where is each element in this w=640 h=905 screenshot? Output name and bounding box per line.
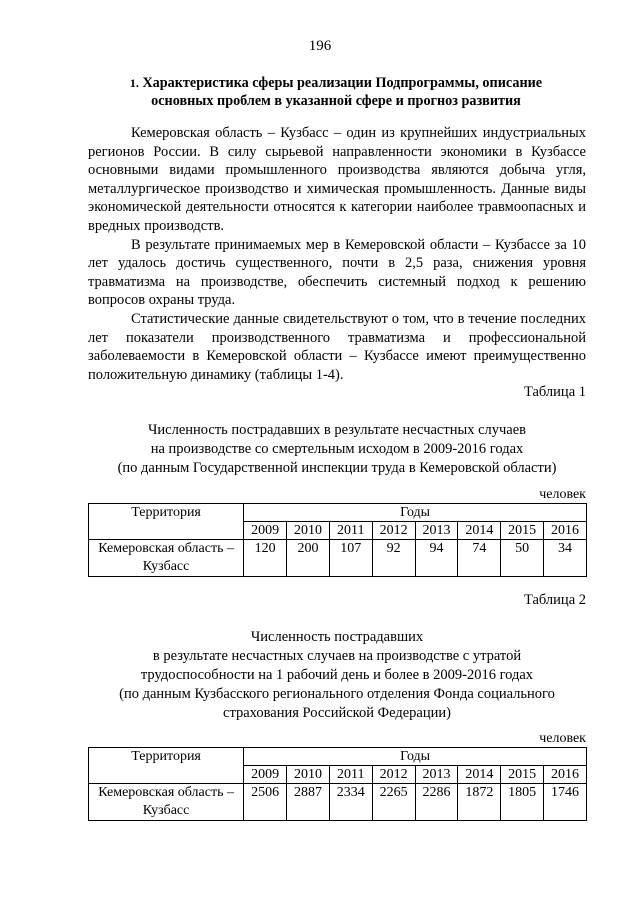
year-cell: 2012 [372, 766, 415, 784]
value-cell: 2887 [287, 784, 330, 821]
paragraph: Статистические данные свидетельствуют о том, что в течение последних лет показатели производственного травматизма и профессиональной заболеваемости в Кемеровской области – Кузбассе имеют преимущественно положительную динамику (таблицы 1-4). [88, 310, 586, 383]
table-2-label: Таблица 2 [523, 592, 586, 608]
table-1-row-territory [89, 540, 244, 577]
table-1-header-years: Годы [244, 504, 587, 522]
year-cell: 2016 [544, 766, 587, 784]
table-1-caption-line: Численность пострадавших в результате несчастных случаев [147, 422, 527, 438]
value-cell: 2334 [329, 784, 372, 821]
year-cell: 2015 [501, 766, 544, 784]
table-2-caption-line: Численность пострадавших [250, 629, 424, 645]
year-cell: 2011 [329, 766, 372, 784]
year-cell: 2012 [372, 522, 415, 540]
table-row [89, 540, 587, 577]
year-cell: 2015 [501, 522, 544, 540]
table-2-caption-line: страхования Российской Федерации) [223, 705, 451, 721]
value-cell: 120 [244, 540, 287, 577]
value-cell: 94 [415, 540, 458, 577]
table-2-caption-line: (по данным Кузбасского регионального отделения Фонда социального [119, 686, 555, 702]
territory-line: Кемеровская область – [98, 541, 234, 556]
table-2-caption-line: в результате несчастных случаев на производстве с утратой [152, 648, 522, 664]
value-cell: 1805 [501, 784, 544, 821]
value-cell: 2286 [415, 784, 458, 821]
value-cell: 2265 [372, 784, 415, 821]
territory-line: Кузбасс [142, 559, 190, 574]
year-cell: 2010 [287, 766, 330, 784]
table-1-caption-line: (по данным Государственной инспекции труда в Кемеровской области) [117, 460, 557, 476]
year-cell: 2013 [415, 766, 458, 784]
paragraph: Кемеровская область – Кузбасс – один из крупнейших индустриальных регионов России. В силу сырьевой направленности экономики в Кузбассе основными видами промышленного производства являются добыча угля, металлургическое производство и химическая промышленность. Данные виды экономической деятельности относятся к категории наиболее травмоопасных и вредных производств. [88, 125, 586, 234]
table-row [89, 784, 587, 821]
table-1 [88, 503, 587, 577]
territory-line: Кемеровская область – [98, 785, 234, 800]
table-2 [88, 747, 587, 821]
value-cell: 34 [544, 540, 587, 577]
table-1-label: Таблица 1 [523, 384, 586, 400]
body-text [88, 124, 586, 384]
value-cell: 107 [329, 540, 372, 577]
year-cell: 2014 [458, 522, 501, 540]
year-cell: 2016 [544, 522, 587, 540]
section-number: 1. [129, 76, 139, 90]
year-cell: 2013 [415, 522, 458, 540]
table-2-caption-line: трудоспособности на 1 рабочий день и более в 2009-2016 годах [140, 667, 534, 683]
section-title-line-1: Характеристика сферы реализации Подпрограммы, описание [142, 75, 543, 91]
page-number: 196 [308, 38, 332, 54]
value-cell: 2506 [244, 784, 287, 821]
value-cell: 1872 [458, 784, 501, 821]
section-title [88, 74, 584, 110]
table-2-row-territory [89, 784, 244, 821]
table-1-unit: человек [539, 487, 586, 502]
year-cell: 2009 [244, 766, 287, 784]
year-cell: 2010 [287, 522, 330, 540]
table-2-unit: человек [539, 731, 586, 746]
table-2-header-territory: Территория [89, 748, 244, 784]
value-cell: 200 [287, 540, 330, 577]
section-title-line-2: основных проблем в указанной сфере и прогноз развития [151, 93, 521, 109]
year-cell: 2014 [458, 766, 501, 784]
value-cell: 50 [501, 540, 544, 577]
table-1-header-territory: Территория [89, 504, 244, 540]
paragraph: В результате принимаемых мер в Кемеровской области – Кузбассе за 10 лет удалось достичь существенного, почти в 2,5 раза, снижения уровня травматизма на производстве, обеспечить системный подход к решению вопросов охраны труда. [88, 236, 586, 309]
value-cell: 92 [372, 540, 415, 577]
year-cell: 2009 [244, 522, 287, 540]
year-cell: 2011 [329, 522, 372, 540]
value-cell: 1746 [544, 784, 587, 821]
table-2-caption [88, 628, 586, 723]
table-1-caption [88, 421, 586, 478]
table-2-header-years: Годы [244, 748, 587, 766]
table-1-caption-line: на производстве со смертельным исходом в 2009-2016 годах [150, 441, 524, 457]
value-cell: 74 [458, 540, 501, 577]
territory-line: Кузбасс [142, 803, 190, 818]
